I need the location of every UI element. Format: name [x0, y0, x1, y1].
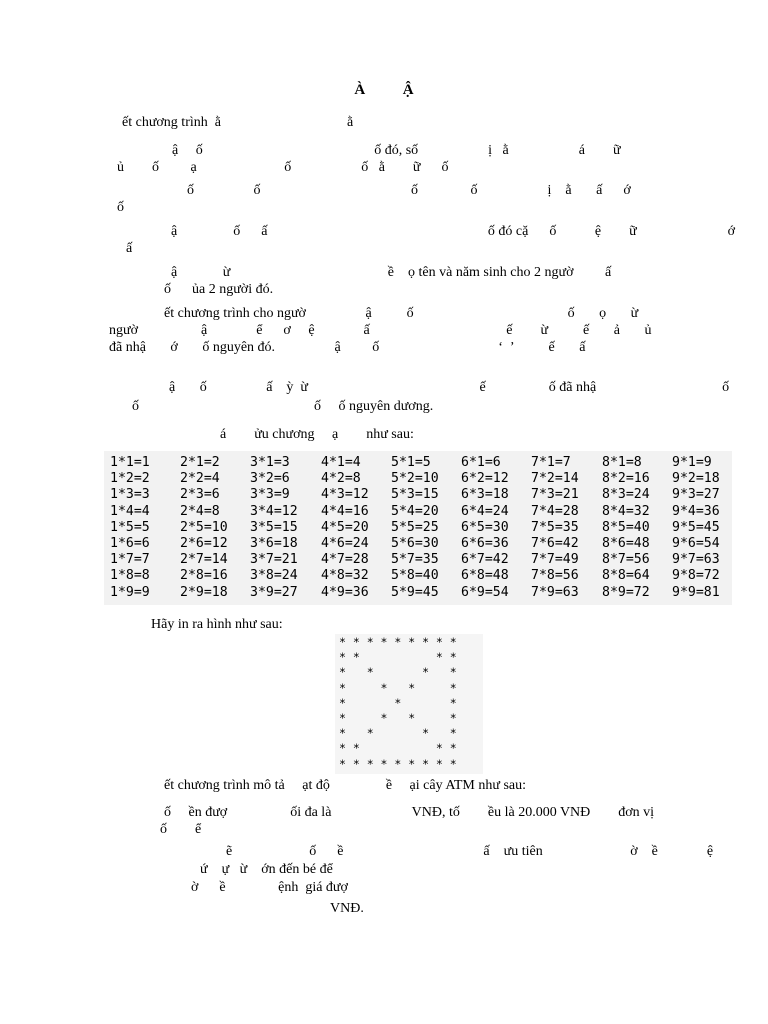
- paragraph-line: ết chương trình cho ngườ ậ ố ố ọ ừ: [164, 306, 639, 321]
- star-row: * * * *: [339, 726, 457, 741]
- table-cell: 3*5=15: [250, 519, 298, 535]
- paragraph-line: ố ủa 2 người đó.: [164, 282, 274, 297]
- table-cell: 7*3=21: [531, 487, 579, 503]
- table-cell: 6*3=18: [461, 487, 509, 503]
- table-cell: 8*2=16: [602, 471, 650, 487]
- table-cell: 7*8=56: [531, 568, 579, 584]
- table-cell: 6*6=36: [461, 536, 509, 552]
- table-column: [110, 455, 150, 601]
- star-row: * * * *: [339, 741, 457, 756]
- paragraph-line: ố: [117, 200, 124, 215]
- paragraph-line: á ửu chương ạ như sau:: [220, 427, 414, 442]
- table-column: [250, 455, 298, 601]
- paragraph-line: ậ ố ấ ố đó cặ ố ệ ữ ớ: [171, 224, 736, 239]
- table-cell: 2*4=8: [180, 503, 220, 519]
- table-cell: 6*5=30: [461, 519, 509, 535]
- table-cell: 7*1=7: [531, 455, 571, 470]
- table-cell: 8*8=64: [602, 568, 650, 584]
- table-cell: 2*6=12: [180, 536, 228, 552]
- paragraph-line: ậ ố ố đó, số ị ằ á ữ: [172, 143, 621, 158]
- star-pattern: [335, 634, 483, 774]
- table-cell: 3*2=6: [250, 471, 290, 487]
- table-cell: 6*8=48: [461, 568, 509, 584]
- star-row: * * *: [339, 695, 457, 710]
- table-cell: 9*2=18: [672, 471, 720, 487]
- table-cell: 5*3=15: [391, 487, 439, 503]
- table-cell: 1*8=8: [110, 568, 150, 584]
- paragraph-line: ố ền đượ ối đa là VNĐ, tố ều là 20.000 VNĐ đơn vị: [164, 805, 655, 820]
- table-cell: 8*3=24: [602, 487, 650, 503]
- table-cell: 8*9=72: [602, 584, 650, 600]
- table-cell: 6*7=42: [461, 552, 509, 568]
- star-row: * * * * * * * * *: [339, 635, 457, 649]
- star-row: * * * *: [339, 680, 457, 695]
- table-cell: 9*4=36: [672, 503, 720, 519]
- table-cell: 1*1=1: [110, 455, 150, 470]
- paragraph-line: ngườ ậ ể ơ ệ ấ ế ừ ế ả ủ: [109, 323, 652, 338]
- multiplication-table: [104, 451, 732, 605]
- table-column: [391, 455, 439, 601]
- paragraph-line: ủ ố ạ ố ố ằ ữ ố: [117, 160, 449, 175]
- table-cell: 9*9=81: [672, 584, 720, 600]
- table-cell: 2*9=18: [180, 584, 228, 600]
- table-cell: 4*4=16: [321, 503, 369, 519]
- paragraph-line: ờ ề ệnh giá đượ: [191, 880, 348, 895]
- table-cell: 3*4=12: [250, 503, 298, 519]
- table-cell: 9*7=63: [672, 552, 720, 568]
- table-cell: 4*6=24: [321, 536, 369, 552]
- table-cell: 6*1=6: [461, 455, 501, 470]
- document-title: À Ậ: [354, 82, 414, 98]
- table-cell: 3*3=9: [250, 487, 290, 503]
- table-cell: 7*6=42: [531, 536, 579, 552]
- table-column: [531, 455, 579, 601]
- table-column: [672, 455, 720, 601]
- table-cell: 5*5=25: [391, 519, 439, 535]
- table-cell: 8*5=40: [602, 519, 650, 535]
- paragraph-line: ố ố ố ố ị ằ ấ ớ: [187, 183, 631, 198]
- paragraph-line: ấ: [126, 241, 133, 256]
- table-column: [321, 455, 369, 601]
- table-cell: 7*2=14: [531, 471, 579, 487]
- table-cell: 1*4=4: [110, 503, 150, 519]
- paragraph-line: ố ố ố nguyên dương.: [132, 399, 434, 414]
- table-cell: 3*7=21: [250, 552, 298, 568]
- table-cell: 1*7=7: [110, 552, 150, 568]
- table-cell: 3*6=18: [250, 536, 298, 552]
- table-cell: 7*5=35: [531, 519, 579, 535]
- table-cell: 4*8=32: [321, 568, 369, 584]
- table-cell: 2*7=14: [180, 552, 228, 568]
- table-cell: 2*1=2: [180, 455, 220, 470]
- paragraph-line: ứ ự ừ ớn đến bé để: [200, 862, 333, 877]
- table-cell: 4*7=28: [321, 552, 369, 568]
- table-cell: 6*2=12: [461, 471, 509, 487]
- table-cell: 5*9=45: [391, 584, 439, 600]
- table-cell: 2*8=16: [180, 568, 228, 584]
- table-cell: 5*4=20: [391, 503, 439, 519]
- table-cell: 5*6=30: [391, 536, 439, 552]
- table-column: [602, 455, 650, 601]
- paragraph-line: ậ ừ ề ọ tên và năm sinh cho 2 ngườ ấ: [171, 265, 612, 280]
- table-column: [461, 455, 509, 601]
- table-cell: 5*1=5: [391, 455, 431, 470]
- paragraph-line: Hãy in ra hình như sau:: [151, 617, 283, 632]
- table-cell: 1*6=6: [110, 536, 150, 552]
- table-cell: 5*7=35: [391, 552, 439, 568]
- table-cell: 1*5=5: [110, 519, 150, 535]
- paragraph-line: ố ể: [160, 822, 202, 837]
- table-cell: 8*1=8: [602, 455, 642, 470]
- paragraph-line: ết chương trình mô tả ạt độ ề ại cây ATM như sau:: [164, 778, 527, 793]
- table-cell: 4*2=8: [321, 471, 361, 487]
- table-cell: 3*9=27: [250, 584, 298, 600]
- table-cell: 8*7=56: [602, 552, 650, 568]
- table-cell: 3*1=3: [250, 455, 290, 470]
- table-cell: 6*4=24: [461, 503, 509, 519]
- table-cell: 1*3=3: [110, 487, 150, 503]
- table-cell: 9*6=54: [672, 536, 720, 552]
- table-cell: 6*9=54: [461, 584, 509, 600]
- star-row: * * * *: [339, 711, 457, 726]
- table-column: [180, 455, 228, 601]
- table-cell: 4*3=12: [321, 487, 369, 503]
- table-cell: 7*7=49: [531, 552, 579, 568]
- paragraph-line: VNĐ.: [330, 901, 364, 916]
- table-cell: 7*4=28: [531, 503, 579, 519]
- table-cell: 4*9=36: [321, 584, 369, 600]
- table-cell: 9*8=72: [672, 568, 720, 584]
- table-cell: 8*6=48: [602, 536, 650, 552]
- table-cell: 7*9=63: [531, 584, 579, 600]
- table-cell: 9*3=27: [672, 487, 720, 503]
- table-cell: 4*1=4: [321, 455, 361, 470]
- table-cell: 1*9=9: [110, 584, 150, 600]
- table-cell: 5*2=10: [391, 471, 439, 487]
- table-cell: 1*2=2: [110, 471, 150, 487]
- paragraph-line: ẽ ố ề ấ ưu tiên ờ ề ệ: [226, 844, 714, 859]
- table-cell: 9*5=45: [672, 519, 720, 535]
- star-row: * * * *: [339, 650, 457, 665]
- paragraph-line: đã nhậ ớ ố nguyên đó. ậ ố ‘ ’ ế ấ: [109, 340, 586, 355]
- table-cell: 8*4=32: [602, 503, 650, 519]
- star-row: * * * *: [339, 665, 457, 680]
- star-row: * * * * * * * * *: [339, 756, 457, 771]
- paragraph-line: ết chương trình ằ ằ: [122, 115, 354, 130]
- table-cell: 9*1=9: [672, 455, 712, 470]
- table-cell: 2*2=4: [180, 471, 220, 487]
- table-cell: 4*5=20: [321, 519, 369, 535]
- table-cell: 3*8=24: [250, 568, 298, 584]
- table-cell: 5*8=40: [391, 568, 439, 584]
- table-cell: 2*3=6: [180, 487, 220, 503]
- paragraph-line: ậ ố ấ ỳ ừ ế ố đã nhậ ố: [169, 380, 730, 395]
- table-cell: 2*5=10: [180, 519, 228, 535]
